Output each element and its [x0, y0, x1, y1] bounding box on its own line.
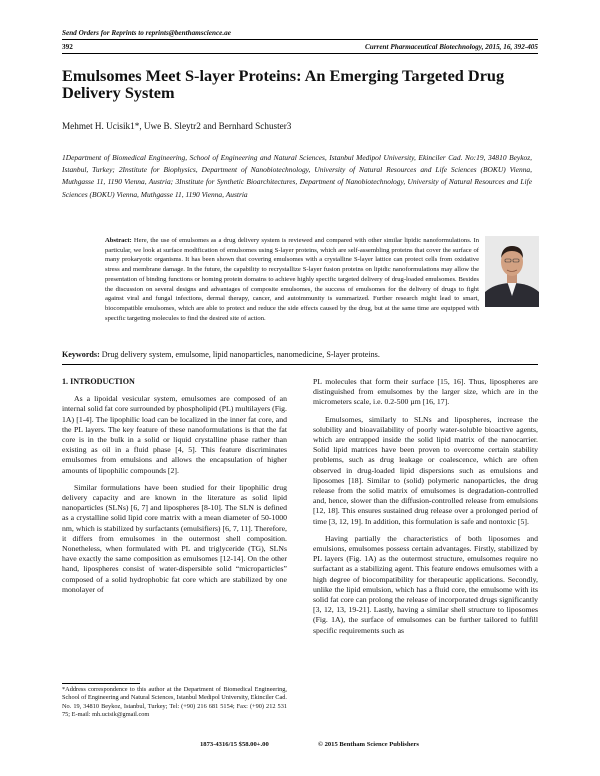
correspondence-footnote: *Address correspondence to this author at the Department of Biomedical Engineering, School of Engineering and Natural Sciences, Istanbul Medipol University, Ekinciler Cad. No. 19, 34810 Beykoz, Istanbul, Turkey; Tel: (+90) 216 681 5154; Fax: (+90) 212 531 75; E-mail: mh.ucisik@gmail.com: [62, 686, 287, 719]
keywords-text: Drug delivery system, emulsome, lipid nanoparticles, nanomedicine, S-layer proteins.: [101, 350, 380, 359]
body-paragraph: Having partially the characteristics of both liposomes and emulsions, emulsomes possess certain advantages. Firstly, stabilized by PL layers (Fig. 1A) as the outermost structure, emulsomes require no surfactant as a stabilizing agent. This feature endows emulsomes with a high degree of biocompatibility for therapeutic applications. Secondly, unlike the lipid emulsion, which has a fluid core, the emulsome with its solid fat core can prolong the release of incorporated drugs significantly [3, 12, 13, 19-21]. Lastly, having a similar shell structure to liposomes (Fig. 1A), the surface of emulsomes can be further tailored to fulfill specific requirements such as: [313, 533, 538, 635]
issn-price: 1873-4316/15 $58.00+.00: [200, 741, 269, 748]
abstract-text: Here, the use of emulsomes as a drug delivery system is reviewed and compared with other similar lipidic nanoformulations. In particular, we look at surface modification of emulsomes using S-layer proteins, which are self-assembling proteins that cover the surface of many prokaryotic organisms. It has been shown that covering emulsomes with a crystalline S-layer lattice can protect cells from oxidative stress and membrane damage. In the future, the capability to recrystallize S-layer fusion proteins on lipidic nanoformulations may allow the presentation of binding functions or homing protein domains to achieve highly specific targeted delivery of drug-loaded emulsomes. Besides the discussion on several designs and advantages of composite emulsomes, the success of emulsomes for the delivery of drugs to fight against viral and fungal infections, dermal therapy, cancer, and autoimmunity is summarized. Further research might lead to smart, biocompatible emulsomes, which are able to protect and reduce the side effects caused by the drug, but at the same time are equipped with specific targeting molecules to find the desired site of action.: [105, 237, 480, 322]
copyright: © 2015 Bentham Science Publishers: [318, 741, 419, 748]
section-heading: 1. INTRODUCTION: [62, 377, 135, 386]
body-paragraph: PL molecules that form their surface [15, 16]. Thus, lipospheres are distinguished from emulsomes by the larger size, which are in the micrometers scale, i.e. 0.2-500 µm [16, 17].: [313, 377, 538, 407]
header-rule-lower: [62, 53, 538, 54]
body-paragraph: Similar formulations have been studied for their lipophilic drug delivery capacity and are known in the literature as solid lipid nanoparticles (SLNs) [6, 7] and lipospheres [8-10]. The SLN is defined as a crystalline solid lipid core matrix with a mean diameter of 50-1000 nm, which is stabilized by surfactants (emulsifiers) [6, 7, 11]. Therefore, it differs from emulsomes in the outermost shell composition. Nonetheless, when formulated with PL and triglyceride (TG), SLNs have exactly the same composition as emulsomes [12-14]. On the other hand, lipospheres consist of water-dispersible solid “microparticles” composed of a solid hydrophobic fat core which are stabilized by one monolayer of: [62, 482, 287, 594]
body-paragraph: As a lipoidal vesicular system, emulsomes are composed of an internal solid fat core surrounded by phospholipid (PL) multilayers (Fig. 1A) [1-4]. The lipophilic load can be localized in the inner fat core, and the PL layers. The key feature of these nanoformulations is that the fat core is in the bulk in a solid or liquid crystalline phase rather than existing as oil in a fluid phase [4, 5]. This feature discriminates emulsomes from emulsions and allows the encapsulation of higher amounts of lipophilic compounds [2].: [62, 394, 287, 475]
author-list: Mehmet H. Ucisik1*, Uwe B. Sleytr2 and Bernhard Schuster3: [62, 121, 292, 131]
journal-citation: Current Pharmaceutical Biotechnology, 2015, 16, 392-405: [364, 43, 538, 51]
affiliations: 1Department of Biomedical Engineering, School of Engineering and Natural Sciences, Istanbul Medipol University, Ekinciler Cad. No:19, 34810 Beykoz, Istanbul, Turkey; 2Institute for Biophysics, Department of Nanobiotechnology, University of Natural Resources and Life Sciences (BOKU) Vienna, Muthgasse 11, 1190 Vienna, Austria; 3Institute for Synthetic Bioarchitectures, Department of Nanobiotechnology, University of Natural Resources and Life Sciences (BOKU) Vienna, Muthgasse 11, 1190 Vienna, Austria: [62, 153, 532, 199]
author-photo: [485, 236, 539, 307]
header-rule: [62, 39, 538, 40]
abstract-label: Abstract:: [105, 237, 132, 244]
reprint-notice: Send Orders for Reprints to reprints@benthamscience.ae: [62, 29, 231, 37]
body-column-right: [313, 377, 538, 643]
keywords-label: Keywords:: [62, 350, 100, 359]
body-column-left: [62, 377, 287, 602]
section-rule: [62, 364, 538, 365]
abstract: [105, 236, 479, 323]
body-paragraph: Emulsomes, similarly to SLNs and lipospheres, increase the solubility and bioavailability of poorly water-soluble bioactive agents, which are entrapped inside the solid lipid matrix of the nanocarrier. Solid lipid matrices have been proven to overcome certain stability problems, such as drug leakage or coalescence, which are often observed in drug-loaded lipid dispersions such as emulsions and liposomes [18]. Similar to (solid) polymeric nanoparticles, the drug release from the solid matrix of emulsomes is degradation-controlled and, hence, slower than the diffusion-controlled release from emulsions [12, 18]. This ensures sustained drug release over a prolonged period of time [3, 12, 19]. In addition, this formulation is safe and nontoxic [5].: [313, 414, 538, 526]
article-title: Emulsomes Meet S-layer Proteins: An Emerging Targeted Drug Delivery System: [62, 66, 505, 102]
keywords: [62, 350, 538, 359]
footnote-rule: [62, 683, 140, 684]
page-number: 392: [62, 43, 73, 51]
